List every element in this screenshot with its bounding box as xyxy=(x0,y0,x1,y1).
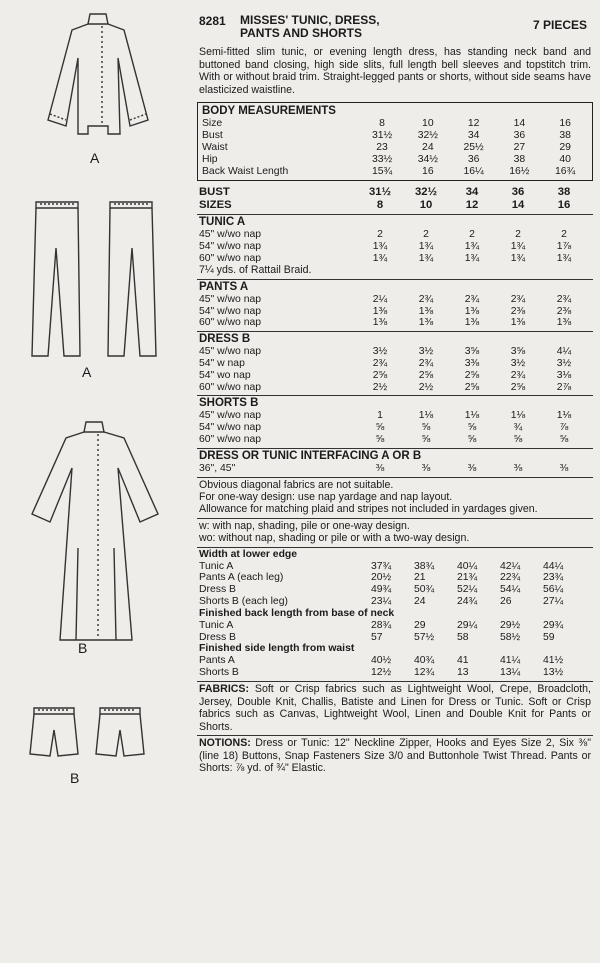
notions-paragraph xyxy=(199,737,591,775)
row-label: 54" w/wo nap xyxy=(199,305,262,317)
cell: 29 xyxy=(559,141,571,153)
cell: 38 xyxy=(559,130,571,142)
section-title: TUNIC A xyxy=(199,215,246,228)
cell: 22¾ xyxy=(500,572,521,584)
cell: 50¾ xyxy=(414,584,435,596)
note-line: For one-way design: use nap yardage and nap layout. xyxy=(199,490,453,503)
cell: 40¼ xyxy=(457,560,478,572)
row-label: 54" w nap xyxy=(199,357,245,369)
row-label: SIZES xyxy=(199,199,232,212)
cell: ⅝ xyxy=(467,422,477,434)
table-row xyxy=(199,463,591,475)
body-measurements-title: BODY MEASUREMENTS xyxy=(202,105,336,118)
cell: 33½ xyxy=(371,153,393,165)
cell: 3⅜ xyxy=(464,357,480,369)
cell: 29 xyxy=(414,619,426,631)
cell: 1¾ xyxy=(510,252,526,264)
cell: 32½ xyxy=(415,186,437,199)
table-row xyxy=(202,154,588,166)
cell: 59 xyxy=(543,631,555,643)
cell: 23¾ xyxy=(543,572,564,584)
fabrics-paragraph xyxy=(199,683,591,733)
cell: 16¼ xyxy=(463,165,484,177)
pants-figure-label: A xyxy=(82,364,92,380)
table-row xyxy=(199,346,591,358)
cell: 13 xyxy=(457,667,469,679)
cell: 38 xyxy=(557,186,571,199)
cell: 16½ xyxy=(509,165,530,177)
cell: 27 xyxy=(513,141,526,153)
cell: ⅝ xyxy=(513,433,523,445)
note-line: Obvious diagonal fabrics are not suitable. xyxy=(199,478,394,491)
table-row xyxy=(199,561,591,573)
cell: 2⅝ xyxy=(510,381,526,393)
cell: 12½ xyxy=(371,667,392,679)
table-row xyxy=(202,166,588,178)
cell: 16 xyxy=(422,165,434,177)
row-label: 54" w/wo nap xyxy=(199,240,262,252)
cell: 38¾ xyxy=(414,560,435,572)
cell: 58½ xyxy=(500,631,521,643)
row-label: 54" wo nap xyxy=(199,369,251,381)
cell: 1⅜ xyxy=(510,317,526,329)
row-label: 60" w/wo nap xyxy=(199,252,262,264)
fabrics-label: FABRICS: xyxy=(199,682,250,695)
table-row xyxy=(199,306,591,318)
row-label: Shorts B xyxy=(199,667,239,679)
cell: 2½ xyxy=(418,381,434,393)
cell: 2¾ xyxy=(372,357,388,369)
cell: 54¼ xyxy=(500,584,521,596)
cell: 2¾ xyxy=(418,293,434,305)
cell: 1¾ xyxy=(372,252,388,264)
table-row xyxy=(199,434,591,446)
table-row xyxy=(199,572,591,584)
row-label: Waist xyxy=(202,141,228,153)
cell: 24 xyxy=(422,141,434,153)
cell: 12¾ xyxy=(414,667,435,679)
cell: ⅝ xyxy=(559,433,569,445)
cell: 24¾ xyxy=(457,595,478,607)
cell: ⅝ xyxy=(375,433,385,445)
cell: 34 xyxy=(465,186,479,199)
cell: 1⅛ xyxy=(418,410,434,422)
section-title: Width at lower edge xyxy=(199,548,298,560)
row-label: Pants A xyxy=(199,655,235,667)
row-label: 60" w/wo nap xyxy=(199,317,262,329)
cell: 2¼ xyxy=(372,293,388,305)
header xyxy=(197,6,593,46)
cell: 56¼ xyxy=(543,584,564,596)
shorts-b-section xyxy=(197,395,593,447)
cell: 49¾ xyxy=(371,584,392,596)
cell: 1⅛ xyxy=(556,410,572,422)
cell: 34 xyxy=(467,130,480,142)
table-row xyxy=(199,410,591,422)
cell: 41½ xyxy=(543,655,564,667)
cell: 1⅜ xyxy=(372,317,388,329)
illustration-column xyxy=(0,0,195,963)
braid-note: 7¼ yds. of Rattail Braid. xyxy=(199,264,312,277)
cell: 1¾ xyxy=(464,252,480,264)
pants-a-section xyxy=(197,279,593,331)
table-row xyxy=(199,655,591,667)
cell: 24 xyxy=(414,595,426,607)
cell: ⅝ xyxy=(467,433,477,445)
legend-w: w: with nap, shading, pile or one-way design. xyxy=(199,519,410,532)
cell: 37¾ xyxy=(371,560,392,572)
info-column xyxy=(197,6,593,777)
cell: 31½ xyxy=(369,186,391,199)
row-label: 60" w/wo nap xyxy=(199,433,262,445)
cell: 42¼ xyxy=(500,560,521,572)
cell: 23¼ xyxy=(371,595,392,607)
sizes-row xyxy=(199,199,591,212)
cell: 1⅜ xyxy=(464,317,480,329)
cell: 36 xyxy=(511,186,525,199)
cell: 2¾ xyxy=(556,293,572,305)
cell: 32½ xyxy=(417,130,438,142)
cell: ¾ xyxy=(513,422,523,434)
shorts-b-illustration xyxy=(26,700,166,762)
section-title: DRESS OR TUNIC INTERFACING A OR B xyxy=(199,449,422,462)
fabrics-text: Soft or Crisp fabrics such as Lightweight Wool, Crepe, Broadcloth, Jersey, Double Knit, Challis, Batiste and Linen for Dress or Tunic. Soft or Crisp fabrics such as Canvas, Lightweight Wool, Linen and Double Knit for Pants or Shorts. xyxy=(199,682,591,733)
row-label: Size xyxy=(202,118,223,130)
tunic-a-illustration xyxy=(38,8,158,148)
piece-count: 7 PIECES xyxy=(532,18,587,32)
cell: 14 xyxy=(513,118,526,130)
cell: 2 xyxy=(515,228,521,240)
cell: 1⅜ xyxy=(556,317,572,329)
cell: 58 xyxy=(457,631,469,643)
cell: 52¼ xyxy=(457,584,478,596)
cell: 44¼ xyxy=(543,560,564,572)
legend-wo: wo: without nap, shading or pile or with a two-way design. xyxy=(199,532,470,545)
section-title: Finished back length from base of neck xyxy=(199,607,395,619)
cell: 13½ xyxy=(543,667,564,679)
row-label: Hip xyxy=(202,153,218,165)
cell: 36 xyxy=(467,153,480,165)
cell: ⅞ xyxy=(559,422,569,434)
dress-b-section xyxy=(197,331,593,395)
cell: 4¼ xyxy=(556,346,572,358)
table-row xyxy=(199,229,591,241)
notions-label: NOTIONS: xyxy=(199,737,251,750)
finished-measurements-section xyxy=(197,547,593,681)
dress-figure-label: B xyxy=(78,640,88,656)
description: Semi-fitted slim tunic, or evening length dress, has standing neck band and buttoned band closing, high side slits, full length bell sleeves and topstitch trim. With or without braid trim. Straight-legged pants or shorts, without side seams have elasticized waistline. xyxy=(199,46,591,96)
table-row xyxy=(199,422,591,434)
shorts-figure-label: B xyxy=(70,770,80,786)
cell: 20½ xyxy=(371,572,392,584)
cell: ⅜ xyxy=(513,462,523,474)
cell: 31½ xyxy=(371,130,393,142)
cell: 1¾ xyxy=(464,240,480,252)
cell: 12 xyxy=(467,118,480,130)
cell: 36 xyxy=(513,130,526,142)
cell: 40¾ xyxy=(414,655,435,667)
cell: 3⅛ xyxy=(556,369,572,381)
cell: 29½ xyxy=(500,619,521,631)
cell: 13¼ xyxy=(500,667,521,679)
cell: 29¾ xyxy=(543,619,564,631)
section-title: DRESS B xyxy=(199,333,251,346)
row-label: Tunic A xyxy=(199,619,234,631)
cell: 21¾ xyxy=(457,572,478,584)
cell: 2¾ xyxy=(464,293,480,305)
cell: 26 xyxy=(500,595,512,607)
tunic-figure-label: A xyxy=(90,150,100,166)
cell: 40 xyxy=(559,153,571,165)
row-label: 45" w/wo nap xyxy=(199,228,262,240)
legend-section xyxy=(197,518,593,547)
table-row xyxy=(199,596,591,608)
cell: 1¾ xyxy=(418,252,434,264)
cell: 1⅜ xyxy=(464,305,480,317)
cell: 2¾ xyxy=(418,357,434,369)
cell: 38 xyxy=(513,153,526,165)
row-label: Back Waist Length xyxy=(202,165,289,177)
cell: 1⅞ xyxy=(556,240,572,252)
cell: 2 xyxy=(377,228,383,240)
row-label: Shorts B (each leg) xyxy=(199,595,288,607)
row-label: 60" w/wo nap xyxy=(199,381,262,393)
row-label: 45" w/wo nap xyxy=(199,410,262,422)
cell: 1⅜ xyxy=(372,305,388,317)
table-row xyxy=(199,294,591,306)
cell: ⅝ xyxy=(421,433,431,445)
cell: 2⅜ xyxy=(556,305,572,317)
cell: 2½ xyxy=(372,381,388,393)
cell: 1¾ xyxy=(372,240,388,252)
cell: 2¾ xyxy=(510,293,526,305)
row-label: 45" w/wo nap xyxy=(199,293,262,305)
cell: 40½ xyxy=(371,655,392,667)
pants-a-illustration xyxy=(22,198,172,363)
cell: 15¾ xyxy=(371,165,393,177)
cell: 1⅜ xyxy=(418,317,434,329)
cell: 2⅝ xyxy=(372,369,388,381)
cell: ⅜ xyxy=(421,462,431,474)
table-row xyxy=(199,382,591,394)
tunic-a-section xyxy=(197,214,593,279)
dress-b-illustration xyxy=(26,418,166,643)
row-label: 36", 45" xyxy=(199,462,236,474)
cell: 25½ xyxy=(463,141,484,153)
section-title: PANTS A xyxy=(199,280,249,293)
table-row xyxy=(202,130,588,142)
title-line-2: PANTS AND SHORTS xyxy=(240,26,363,40)
cell: 2⅝ xyxy=(418,369,434,381)
cell: 2⅜ xyxy=(510,305,526,317)
table-row xyxy=(199,317,591,329)
cell: 21 xyxy=(414,572,426,584)
cell: 1⅜ xyxy=(418,305,434,317)
cell: 8 xyxy=(379,118,385,130)
table-row xyxy=(199,358,591,370)
table-row xyxy=(199,620,591,632)
cell: 8 xyxy=(376,199,384,212)
cell: 10 xyxy=(422,118,434,130)
cell: 12 xyxy=(465,199,479,212)
cell: 2¾ xyxy=(510,369,526,381)
cell: 3⅝ xyxy=(464,346,480,358)
note-line: Allowance for matching plaid and stripes not included in yardages given. xyxy=(199,503,538,516)
cell: 1⅛ xyxy=(464,410,480,422)
cell: 3⅝ xyxy=(510,346,526,358)
cell: 3½ xyxy=(556,357,572,369)
cell: 2⅝ xyxy=(464,381,480,393)
section-title: SHORTS B xyxy=(199,397,259,410)
cell: 16¾ xyxy=(555,165,576,177)
row-label: Dress B xyxy=(199,631,236,643)
cell: 41¼ xyxy=(500,655,521,667)
table-row xyxy=(199,632,591,644)
cell: 1⅛ xyxy=(510,410,526,422)
cell: ⅜ xyxy=(467,462,477,474)
row-label: Tunic A xyxy=(199,560,234,572)
cell: ⅜ xyxy=(375,462,385,474)
notions-section xyxy=(197,735,593,777)
row-label: Pants A (each leg) xyxy=(199,572,284,584)
bust-row xyxy=(199,186,591,199)
body-measurements-box xyxy=(197,102,593,181)
table-row xyxy=(202,142,588,154)
row-label: Dress B xyxy=(199,584,236,596)
cell: 34½ xyxy=(417,153,438,165)
table-row xyxy=(199,584,591,596)
cell: 3½ xyxy=(418,346,434,358)
cell: 3½ xyxy=(372,346,388,358)
table-row xyxy=(199,370,591,382)
cell: 23 xyxy=(376,141,388,153)
cell: 29¼ xyxy=(457,619,478,631)
cell: 1¾ xyxy=(556,252,572,264)
cell: ⅝ xyxy=(375,422,385,434)
cell: 3½ xyxy=(510,357,526,369)
section-title: Finished side length from waist xyxy=(199,643,355,655)
row-label: 45" w/wo nap xyxy=(199,346,262,358)
cell: 57 xyxy=(371,631,383,643)
cell: ⅜ xyxy=(559,462,569,474)
title-line-1: MISSES' TUNIC, DRESS, xyxy=(240,13,380,27)
notes-section xyxy=(197,477,593,518)
table-row xyxy=(199,667,591,679)
cell: 41 xyxy=(457,655,469,667)
bust-sizes-section xyxy=(197,185,593,214)
cell: 28¾ xyxy=(371,619,392,631)
cell: 2 xyxy=(469,228,475,240)
cell: 1¾ xyxy=(418,240,434,252)
row-label: BUST xyxy=(199,186,230,199)
cell: 57½ xyxy=(414,631,435,643)
cell: 1¾ xyxy=(510,240,526,252)
cell: 2⅝ xyxy=(464,369,480,381)
interfacing-section xyxy=(197,448,593,477)
row-label: Bust xyxy=(202,130,223,142)
cell: 14 xyxy=(511,199,525,212)
cell: 2⅞ xyxy=(556,381,572,393)
fabrics-section xyxy=(197,681,593,735)
cell: 2 xyxy=(561,228,567,240)
table-row xyxy=(199,253,591,265)
cell: ⅝ xyxy=(421,422,431,434)
table-row xyxy=(202,118,588,130)
pattern-number: 8281 xyxy=(199,14,226,28)
table-row xyxy=(199,241,591,253)
row-label: 54" w/wo nap xyxy=(199,422,262,434)
pattern-title xyxy=(240,14,440,40)
cell: 16 xyxy=(559,118,571,130)
cell: 2 xyxy=(423,228,429,240)
notions-text: Dress or Tunic: 12" Neckline Zipper, Hooks and Eyes Size 2, Six ⅜" (line 18) Buttons, Snap Fasteners Size 3/0 and Buttonhole Twist Thread. Pants or Shorts: ⅞ yd. of ¾" Elastic. xyxy=(199,737,591,775)
cell: 16 xyxy=(557,199,571,212)
cell: 10 xyxy=(419,199,433,212)
cell: 27¼ xyxy=(543,595,564,607)
cell: 1 xyxy=(377,410,383,422)
